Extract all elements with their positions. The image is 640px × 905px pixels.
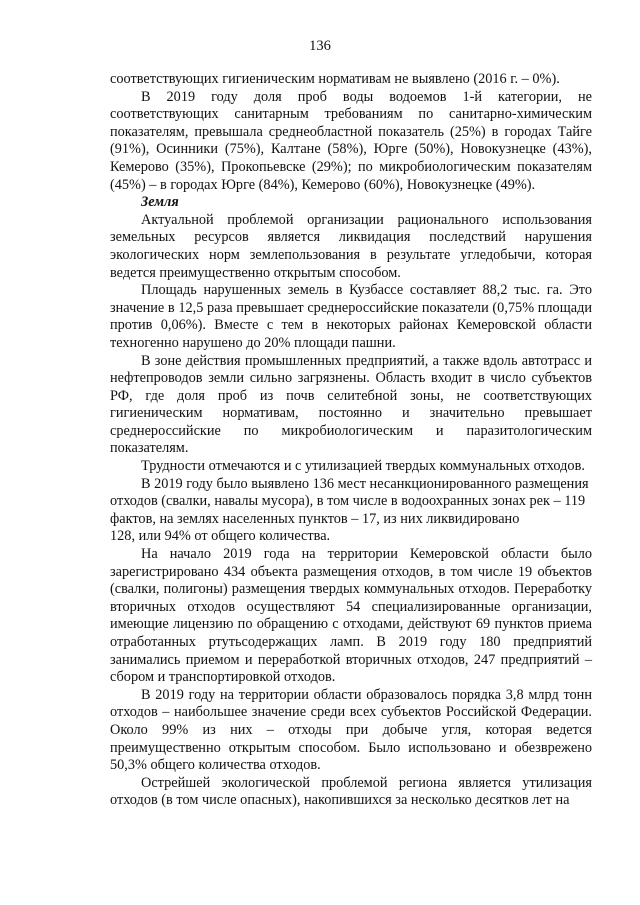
- section-heading-land: Земля: [141, 194, 179, 211]
- paragraph-waste-utilization: Острейшей экологической проблемой региона является утилизация отходов (в том числе опасных), накопившихся за несколько десятков лет на: [110, 774, 592, 809]
- paragraph-waste-difficulty: Трудности отмечаются и с утилизацией твердых коммунальных отходов.: [141, 458, 585, 475]
- paragraph-disturbed-area: Площадь нарушенных земель в Кузбассе составляет 88,2 тыс. га. Это значение в 12,5 раза превышает среднероссийские показатели (0,75% площади против 0,06%). Вместе с тем в некоторых районах Кемеровской области техногенно нарушено до 20% площади пашни.: [110, 282, 592, 351]
- document-body: [110, 71, 592, 810]
- paragraph-soil-pollution: В зоне действия промышленных предприятий, а также вдоль автотрасс и нефтепроводов земли сильно загрязнены. Область входит в число субъектов РФ, где доля проб из почв селитебной зоны, не соответствующих гигиеническим нормативам, постоянно и значительно превышает среднероссийские по микробиологическим и паразитологическим показателям.: [110, 352, 592, 457]
- paragraph-water-2016: соответствующих гигиеническим нормативам не выявлено (2016 г. – 0%).: [110, 71, 560, 87]
- paragraph-illegal-dumps-continued: 128, или 94% от общего количества.: [110, 528, 331, 545]
- page-number: 136: [309, 38, 331, 54]
- paragraph-illegal-dumps: В 2019 году было выявлено 136 мест несанкционированного размещения отходов (свалки, навалы мусора), в том числе в водоохранных зонах рек – 119 фактов, на землях населенных пунктов – 17, из них ликвидировано: [110, 475, 589, 527]
- paragraph-waste-facilities: На начало 2019 года на территории Кемеровской области было зарегистрировано 434 объекта размещения отходов, в том числе 19 объектов (свалки, полигоны) размещения твердых коммунальных отходов. Переработку вторичных отходов осуществляют 54 специализированные организации, имеющие лицензию по обращению с отходами, действуют 69 пунктов приема отработанных ртутьсодержащих ламп. В 2019 году 180 предприятий занимались приемом и переработкой вторичных отходов, 247 предприятий – сбором и транспортировкой отходов.: [110, 546, 592, 686]
- paragraph-land-resources: Актуальной проблемой организации рационального использования земельных ресурсов является ликвидация последствий нарушения экологических норм землепользования в результате угледобычи, которая ведется преимущественно открытым способом.: [110, 211, 592, 281]
- paragraph-water-2019: В 2019 году доля проб воды водоемов 1-й категории, не соответствующих санитарным требованиям по санитарно-химическим показателям, превышала среднеобластной показатель (25%) в городах Тайге (91%), Осинники (75%), Калтане (58%), Юрге (50%), Новокузнецке (43%), Кемерово (35%), Прокопьевске (29%); по микробиологическим показателям (45%) – в городах Юрге (84%), Кемерово (60%), Новокузнецке (49%).: [110, 88, 592, 193]
- paragraph-waste-volume: В 2019 году на территории области образовалось порядка 3,8 млрд тонн отходов – наибольшее значение среди всех субъектов Российской Федерации. Около 99% из них – отходы при добыче угля, которая ведется преимущественно открытым способом. Было использовано и обезврежено 50,3% общего количества отходов.: [110, 686, 592, 774]
